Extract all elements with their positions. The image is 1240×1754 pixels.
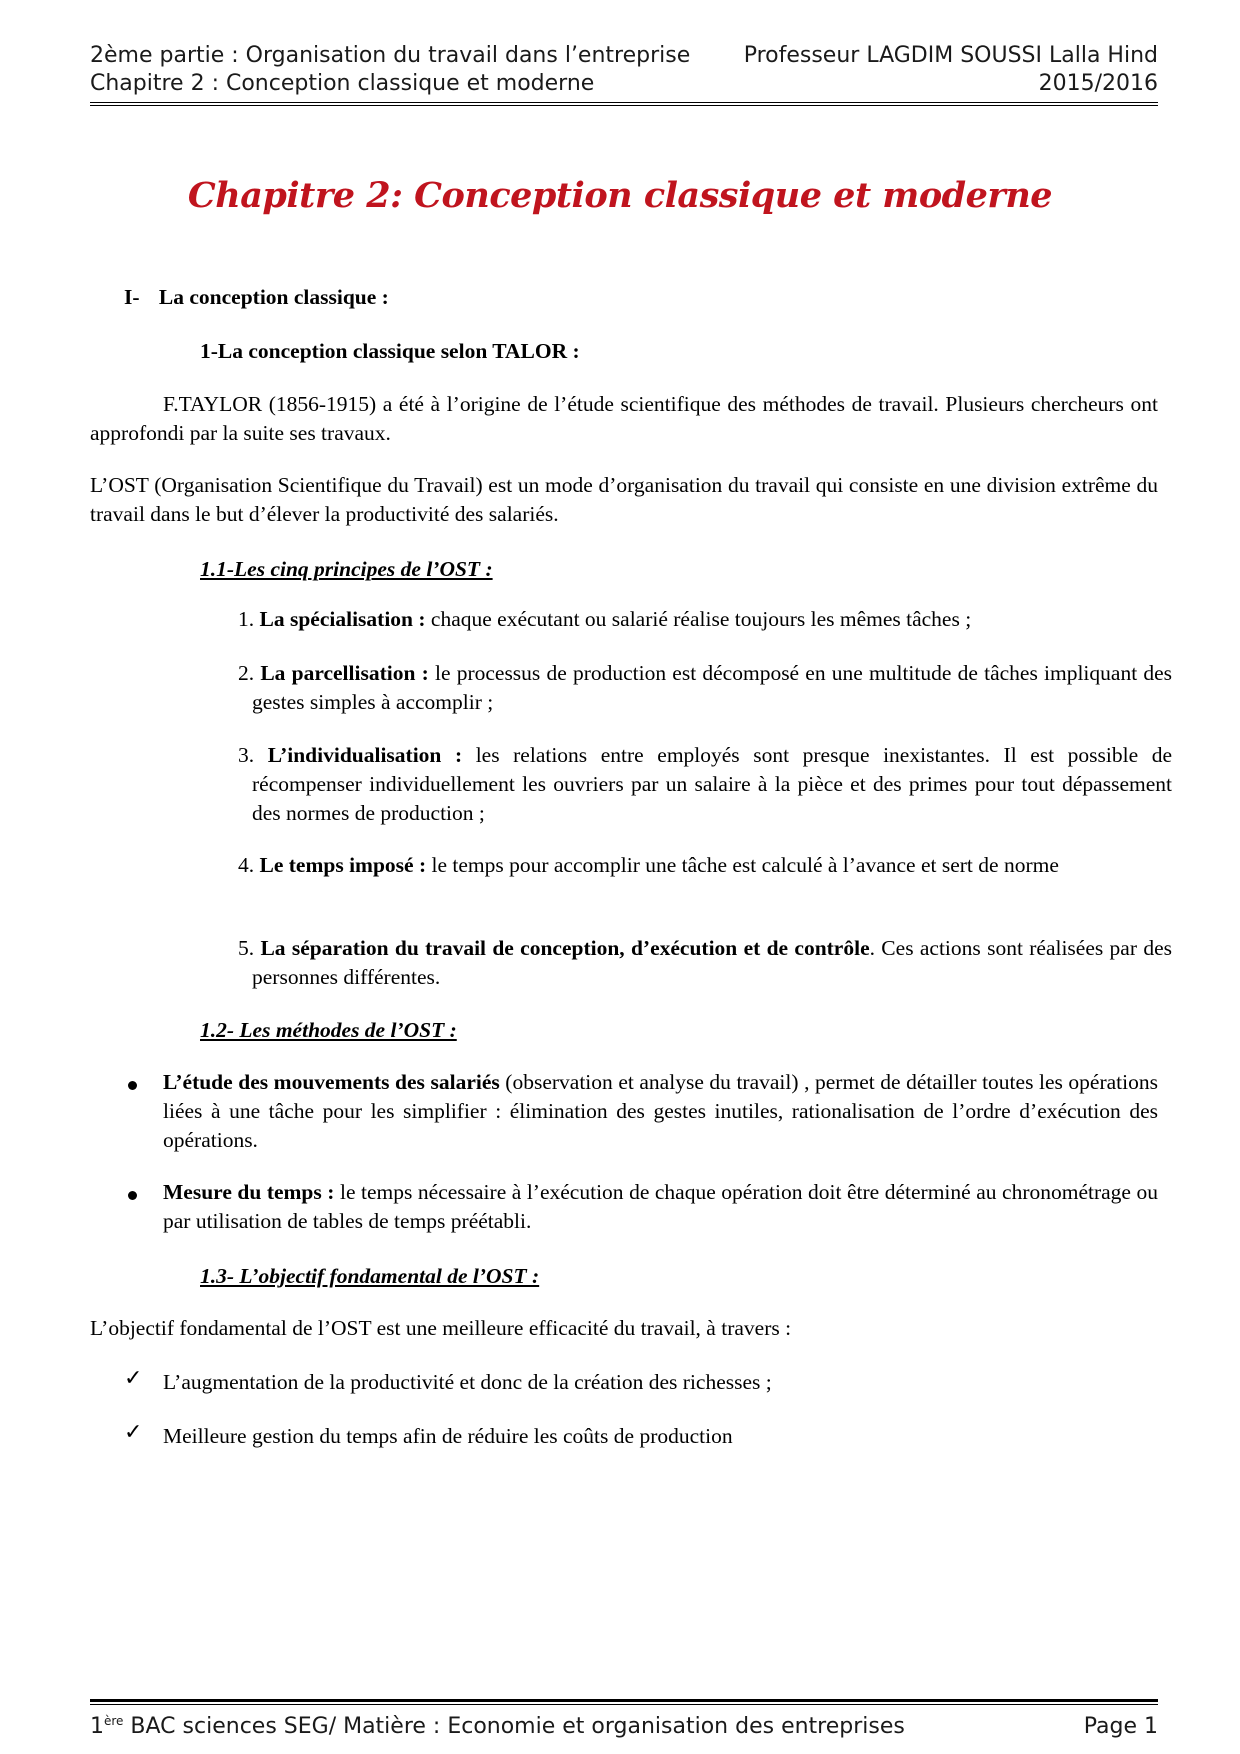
section-heading xyxy=(124,283,389,312)
header-chapter: Chapitre 2 : Conception classique et moderne xyxy=(90,71,595,96)
bullet-icon xyxy=(128,1081,137,1090)
checkmark-icon: ✓ xyxy=(124,1420,143,1445)
objective-intro: L’objectif fondamental de l’OST est une meilleure efficacité du travail, à travers : xyxy=(90,1316,792,1340)
principle-item: 2. La parcellisation : le processus de production est décomposé en une multitude de tâches impliquant des gestes simples à accomplir ; xyxy=(238,661,1173,714)
objective-item: L’augmentation de la productivité et donc de la création des richesses ; xyxy=(163,1370,772,1394)
checkmark-icon: ✓ xyxy=(124,1366,143,1391)
section-title: La conception classique : xyxy=(158,285,389,309)
page-header xyxy=(90,42,1158,98)
methods-heading: 1.2- Les méthodes de l’OST : xyxy=(200,1018,457,1042)
header-year: 2015/2016 xyxy=(1038,71,1158,96)
section-number: I- xyxy=(124,285,140,309)
principles-heading: 1.1-Les cinq principes de l’OST : xyxy=(200,557,493,581)
bullet-icon xyxy=(128,1191,137,1200)
footer-course: 1ère BAC sciences SEG/ Matière : Economie et organisation des entreprises xyxy=(90,1714,905,1739)
objective-item: Meilleure gestion du temps afin de réduire les coûts de production xyxy=(163,1424,733,1448)
method-item: Mesure du temps : le temps nécessaire à l’exécution de chaque opération doit être déterminé au chronométrage ou par utilisation de tables de temps préétabli. xyxy=(163,1180,1158,1233)
principle-item: 1. La spécialisation : chaque exécutant ou salarié réalise toujours les mêmes tâches ; xyxy=(238,607,972,631)
chapter-title: Chapitre 2: Conception classique et moderne xyxy=(187,175,1053,216)
principle-item: 3. L’individualisation : les relations entre employés sont presque inexistantes. Il est possible de récompenser individuellement les ouvriers par un salaire à la pièce et des primes pour tout dépassement des normes de production ; xyxy=(238,743,1173,825)
header-author: Professeur LAGDIM SOUSSI Lalla Hind xyxy=(743,43,1158,68)
page-number: Page 1 xyxy=(1083,1714,1158,1739)
objective-heading: 1.3- L’objectif fondamental de l’OST : xyxy=(200,1264,540,1288)
subsection-heading: 1-La conception classique selon TALOR : xyxy=(200,339,580,363)
page-footer xyxy=(90,1714,1158,1739)
method-item: L’étude des mouvements des salariés (observation et analyse du travail) , permet de détailler toutes les opérations liées à une tâche pour les simplifier : élimination des gestes inutiles, rationalisation de l’ordre d’exécution des opérations. xyxy=(163,1070,1158,1152)
paragraph-taylor: F.TAYLOR (1856-1915) a été à l’origine de l’étude scientifique des méthodes de travail. Plusieurs chercheurs ont approfondi par la suite ses travaux. xyxy=(90,392,1158,445)
footer-rule-2 xyxy=(90,1704,1158,1705)
header-part-title: 2ème partie : Organisation du travail dans l’entreprise xyxy=(90,43,691,68)
footer-rule xyxy=(90,1699,1158,1702)
principle-item: 4. Le temps imposé : le temps pour accomplir une tâche est calculé à l’avance et sert de norme xyxy=(238,853,1059,877)
principle-item: 5. La séparation du travail de conception, d’exécution et de contrôle. Ces actions sont réalisées par des personnes différentes. xyxy=(238,936,1172,989)
header-rule-2 xyxy=(90,105,1158,106)
header-rule xyxy=(90,102,1158,103)
paragraph-ost: L’OST (Organisation Scientifique du Travail) est un mode d’organisation du travail qui consiste en une division extrême du travail dans le but d’élever la productivité des salariés. xyxy=(90,473,1158,526)
